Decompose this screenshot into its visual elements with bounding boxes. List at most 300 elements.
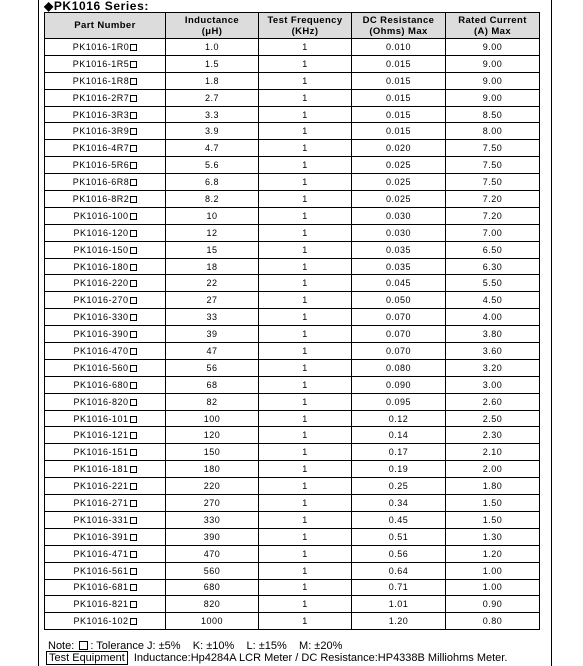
- table-cell: [259, 191, 352, 208]
- cell-value: 1: [302, 464, 308, 475]
- cell-value: 2.00: [482, 464, 503, 475]
- table-cell: [446, 511, 540, 528]
- table-cell: [446, 207, 540, 224]
- table-cell: [166, 309, 259, 326]
- column-header-line: Inductance: [184, 14, 240, 26]
- table-cell: [352, 174, 446, 191]
- table-cell: [446, 174, 540, 191]
- part-number-cell: [45, 495, 166, 512]
- table-cell: [352, 562, 446, 579]
- cell-value: 1: [302, 295, 308, 306]
- cell-value: 560: [203, 565, 221, 576]
- tolerance-box-icon: [130, 517, 137, 524]
- cell-value: 1: [302, 447, 308, 458]
- table-row: [45, 140, 540, 157]
- table-row: [45, 207, 540, 224]
- cell-value: PK1016-121: [73, 430, 129, 441]
- cell-value: PK1016-681: [73, 582, 129, 593]
- cell-value: 1.80: [482, 481, 503, 492]
- tolerance-box-icon: [130, 348, 137, 355]
- tolerance-box-icon: [130, 128, 137, 135]
- cell-value: 33: [206, 312, 218, 323]
- table-cell: [352, 207, 446, 224]
- cell-value: PK1016-150: [73, 244, 129, 255]
- table-cell: [259, 292, 352, 309]
- table-row: [45, 511, 540, 528]
- table-cell: [259, 72, 352, 89]
- cell-value: 0.025: [385, 177, 412, 188]
- tolerance-box-icon: [130, 280, 137, 287]
- cell-value: 470: [203, 548, 221, 559]
- table-cell: [166, 545, 259, 562]
- table-cell: [352, 309, 446, 326]
- table-cell: [446, 613, 540, 630]
- table-cell: [259, 326, 352, 343]
- table-cell: [352, 258, 446, 275]
- tolerance-box-icon: [130, 112, 137, 119]
- column-header: [352, 13, 446, 39]
- table-row: [45, 72, 540, 89]
- part-number-cell: [45, 309, 166, 326]
- test-equipment-label: Test Equipment: [46, 651, 128, 665]
- table-cell: [166, 461, 259, 478]
- part-number-cell: [45, 326, 166, 343]
- table-cell: [259, 376, 352, 393]
- table-row: [45, 157, 540, 174]
- table-cell: [166, 478, 259, 495]
- cell-value: 0.34: [388, 497, 409, 508]
- cell-value: 1: [302, 193, 308, 204]
- cell-value: 820: [203, 599, 221, 610]
- table-cell: [259, 495, 352, 512]
- cell-value: 0.030: [385, 227, 412, 238]
- table-cell: [166, 191, 259, 208]
- cell-value: 680: [203, 582, 221, 593]
- table-row: [45, 326, 540, 343]
- table-cell: [352, 157, 446, 174]
- cell-value: 270: [203, 497, 221, 508]
- cell-value: 1: [302, 379, 308, 390]
- table-cell: [259, 359, 352, 376]
- cell-value: 0.015: [385, 109, 412, 120]
- table-cell: [259, 157, 352, 174]
- cell-value: 2.10: [482, 447, 503, 458]
- part-number-cell: [45, 140, 166, 157]
- table-cell: [259, 343, 352, 360]
- cell-value: 0.045: [385, 278, 412, 289]
- tolerance-box-icon: [130, 196, 137, 203]
- table-cell: [166, 72, 259, 89]
- column-header: [446, 13, 540, 39]
- table-cell: [352, 106, 446, 123]
- cell-value: 7.20: [482, 210, 503, 221]
- table-cell: [166, 157, 259, 174]
- table-cell: [166, 562, 259, 579]
- cell-value: PK1016-1R8: [72, 75, 130, 86]
- table-row: [45, 39, 540, 56]
- cell-value: 0.020: [385, 143, 412, 154]
- table-cell: [259, 241, 352, 258]
- cell-value: 9.00: [482, 92, 503, 103]
- cell-value: 6.30: [482, 261, 503, 272]
- cell-value: PK1016-6R8: [72, 177, 130, 188]
- cell-value: 120: [203, 430, 221, 441]
- cell-value: 1: [302, 599, 308, 610]
- table-cell: [259, 562, 352, 579]
- cell-value: 10: [206, 210, 218, 221]
- test-equipment-line: [46, 652, 507, 664]
- column-header-unit: (KHz): [291, 25, 319, 37]
- cell-value: 1: [302, 75, 308, 86]
- cell-value: PK1016-390: [73, 329, 129, 340]
- cell-value: 1: [302, 92, 308, 103]
- column-header-unit: (A) Max: [473, 25, 512, 37]
- cell-value: 0.070: [385, 312, 412, 323]
- table-body: [45, 39, 540, 630]
- cell-value: 27: [206, 295, 218, 306]
- column-header-line: Test Frequency: [267, 14, 343, 26]
- cell-value: 0.45: [388, 514, 409, 525]
- cell-value: PK1016-100: [73, 210, 129, 221]
- tolerance-box-icon: [130, 297, 137, 304]
- cell-value: 56: [206, 362, 218, 373]
- table-cell: [446, 579, 540, 596]
- table-cell: [259, 207, 352, 224]
- cell-value: 1.20: [388, 616, 409, 627]
- tolerance-box-icon: [130, 264, 137, 271]
- table-cell: [166, 511, 259, 528]
- cell-value: PK1016-560: [73, 362, 129, 373]
- table-cell: [259, 39, 352, 56]
- part-number-cell: [45, 562, 166, 579]
- cell-value: 5.50: [482, 278, 503, 289]
- table-row: [45, 343, 540, 360]
- table-cell: [259, 106, 352, 123]
- table-cell: [352, 613, 446, 630]
- cell-value: PK1016-151: [73, 447, 129, 458]
- part-number-cell: [45, 579, 166, 596]
- table-cell: [446, 461, 540, 478]
- part-number-cell: [45, 72, 166, 89]
- page-border-right: [551, 0, 552, 666]
- tolerance-box-icon: [130, 584, 137, 591]
- part-number-cell: [45, 123, 166, 140]
- cell-value: 3.3: [204, 109, 219, 120]
- table-header-row: [45, 13, 540, 39]
- cell-value: 1: [302, 362, 308, 373]
- cell-value: 1: [302, 312, 308, 323]
- cell-value: PK1016-330: [73, 312, 129, 323]
- table-cell: [259, 275, 352, 292]
- table-cell: [166, 275, 259, 292]
- cell-value: 330: [203, 514, 221, 525]
- column-header-unit: (μH): [201, 25, 223, 37]
- table-cell: [166, 174, 259, 191]
- tolerance-box-icon: [130, 534, 137, 541]
- tolerance-box-icon: [130, 314, 137, 321]
- cell-value: 1.01: [388, 599, 409, 610]
- table-cell: [352, 461, 446, 478]
- tolerance-box-icon: [130, 551, 137, 558]
- cell-value: 2.30: [482, 430, 503, 441]
- table-row: [45, 528, 540, 545]
- part-number-cell: [45, 39, 166, 56]
- table-cell: [446, 258, 540, 275]
- spec-table: [44, 12, 540, 630]
- tolerance-box-icon: [130, 432, 137, 439]
- table-cell: [446, 376, 540, 393]
- column-header-line: DC Resistance: [362, 14, 435, 26]
- table-cell: [259, 55, 352, 72]
- table-cell: [166, 410, 259, 427]
- cell-value: 1: [302, 582, 308, 593]
- part-number-cell: [45, 258, 166, 275]
- cell-value: 7.50: [482, 177, 503, 188]
- table-cell: [352, 326, 446, 343]
- cell-value: 1: [302, 565, 308, 576]
- table-row: [45, 596, 540, 613]
- cell-value: 82: [206, 396, 218, 407]
- table-cell: [446, 478, 540, 495]
- table-row: [45, 224, 540, 241]
- page-border-left: [38, 0, 39, 666]
- table-cell: [446, 140, 540, 157]
- table-cell: [352, 545, 446, 562]
- cell-value: 1: [302, 413, 308, 424]
- part-number-cell: [45, 393, 166, 410]
- cell-value: 150: [203, 447, 221, 458]
- cell-value: 1000: [200, 616, 224, 627]
- table-row: [45, 461, 540, 478]
- tolerance-box-icon: [130, 230, 137, 237]
- cell-value: 100: [203, 413, 221, 424]
- table-cell: [352, 427, 446, 444]
- cell-value: 2.7: [204, 92, 219, 103]
- cell-value: 0.14: [388, 430, 409, 441]
- cell-value: 0.010: [385, 41, 412, 52]
- tolerance-box-icon: [130, 162, 137, 169]
- part-number-cell: [45, 207, 166, 224]
- table-cell: [259, 410, 352, 427]
- table-row: [45, 410, 540, 427]
- cell-value: PK1016-2R7: [72, 92, 130, 103]
- cell-value: 1: [302, 430, 308, 441]
- table-cell: [352, 528, 446, 545]
- table-cell: [166, 528, 259, 545]
- table-cell: [446, 191, 540, 208]
- table-cell: [166, 258, 259, 275]
- table-cell: [352, 376, 446, 393]
- cell-value: 68: [206, 379, 218, 390]
- table-row: [45, 427, 540, 444]
- table-cell: [446, 123, 540, 140]
- table-cell: [352, 511, 446, 528]
- cell-value: 0.80: [482, 616, 503, 627]
- cell-value: 180: [203, 464, 221, 475]
- cell-value: 3.20: [482, 362, 503, 373]
- cell-value: PK1016-181: [73, 464, 129, 475]
- table-row: [45, 562, 540, 579]
- table-cell: [352, 579, 446, 596]
- table-cell: [166, 376, 259, 393]
- cell-value: 2.60: [482, 396, 503, 407]
- table-cell: [446, 596, 540, 613]
- cell-value: 1.0: [204, 41, 219, 52]
- table-cell: [259, 309, 352, 326]
- table-cell: [446, 241, 540, 258]
- table-cell: [166, 444, 259, 461]
- table-cell: [259, 140, 352, 157]
- table-cell: [352, 224, 446, 241]
- cell-value: PK1016-680: [73, 379, 129, 390]
- series-title: ◆PK1016 Series:: [44, 0, 149, 13]
- table-cell: [352, 495, 446, 512]
- table-cell: [259, 613, 352, 630]
- tolerance-box-icon: [130, 365, 137, 372]
- table-row: [45, 359, 540, 376]
- part-number-cell: [45, 55, 166, 72]
- cell-value: 1: [302, 396, 308, 407]
- cell-value: 7.50: [482, 143, 503, 154]
- tolerance-box-icon: [130, 382, 137, 389]
- cell-value: PK1016-270: [73, 295, 129, 306]
- table-cell: [352, 343, 446, 360]
- cell-value: 2.50: [482, 413, 503, 424]
- part-number-cell: [45, 511, 166, 528]
- table-cell: [352, 444, 446, 461]
- cell-value: 0.035: [385, 244, 412, 255]
- cell-value: 3.00: [482, 379, 503, 390]
- table-row: [45, 89, 540, 106]
- table-row: [45, 275, 540, 292]
- cell-value: 3.60: [482, 345, 503, 356]
- part-number-cell: [45, 343, 166, 360]
- table-cell: [259, 444, 352, 461]
- tolerance-box-icon: [130, 601, 137, 608]
- part-number-cell: [45, 461, 166, 478]
- table-cell: [166, 224, 259, 241]
- column-header: [45, 13, 166, 39]
- table-row: [45, 258, 540, 275]
- column-header: [166, 13, 259, 39]
- cell-value: 0.070: [385, 345, 412, 356]
- table-row: [45, 191, 540, 208]
- cell-value: 1.30: [482, 531, 503, 542]
- table-cell: [446, 410, 540, 427]
- table-row: [45, 613, 540, 630]
- table-cell: [446, 89, 540, 106]
- table-row: [45, 579, 540, 596]
- cell-value: 0.030: [385, 210, 412, 221]
- cell-value: 1: [302, 329, 308, 340]
- part-number-cell: [45, 157, 166, 174]
- table-cell: [166, 123, 259, 140]
- tolerance-placeholder-box-icon: [79, 641, 88, 650]
- cell-value: PK1016-820: [73, 396, 129, 407]
- table-cell: [259, 511, 352, 528]
- table-cell: [446, 495, 540, 512]
- cell-value: PK1016-391: [73, 531, 129, 542]
- tolerance-box-icon: [130, 568, 137, 575]
- table-cell: [446, 309, 540, 326]
- cell-value: 0.080: [385, 362, 412, 373]
- cell-value: 1: [302, 261, 308, 272]
- cell-value: 15: [206, 244, 218, 255]
- table-cell: [166, 596, 259, 613]
- part-number-cell: [45, 596, 166, 613]
- table-cell: [446, 528, 540, 545]
- table-cell: [166, 326, 259, 343]
- table-cell: [352, 275, 446, 292]
- table-row: [45, 241, 540, 258]
- tolerance-box-icon: [130, 331, 137, 338]
- cell-value: 1: [302, 143, 308, 154]
- part-number-cell: [45, 174, 166, 191]
- cell-value: PK1016-102: [73, 616, 129, 627]
- table-cell: [259, 427, 352, 444]
- table-row: [45, 55, 540, 72]
- part-number-cell: [45, 292, 166, 309]
- table-cell: [259, 258, 352, 275]
- table-cell: [259, 596, 352, 613]
- table-cell: [352, 478, 446, 495]
- cell-value: 5.6: [204, 160, 219, 171]
- part-number-cell: [45, 478, 166, 495]
- table-cell: [352, 393, 446, 410]
- table-cell: [166, 140, 259, 157]
- cell-value: 47: [206, 345, 218, 356]
- cell-value: PK1016-3R3: [72, 109, 130, 120]
- table-row: [45, 545, 540, 562]
- cell-value: PK1016-220: [73, 278, 129, 289]
- cell-value: 9.00: [482, 58, 503, 69]
- table-cell: [446, 427, 540, 444]
- cell-value: 4.50: [482, 295, 503, 306]
- cell-value: 1: [302, 497, 308, 508]
- cell-value: 0.12: [388, 413, 409, 424]
- cell-value: 0.015: [385, 75, 412, 86]
- cell-value: 1: [302, 227, 308, 238]
- cell-value: 1: [302, 481, 308, 492]
- part-number-cell: [45, 224, 166, 241]
- cell-value: 7.20: [482, 193, 503, 204]
- table-cell: [352, 410, 446, 427]
- tolerance-box-icon: [130, 247, 137, 254]
- part-number-cell: [45, 528, 166, 545]
- table-cell: [446, 444, 540, 461]
- table-cell: [352, 191, 446, 208]
- cell-value: 1.00: [482, 582, 503, 593]
- cell-value: 8.50: [482, 109, 503, 120]
- cell-value: 18: [206, 261, 218, 272]
- part-number-cell: [45, 106, 166, 123]
- tolerance-box-icon: [130, 449, 137, 456]
- table-cell: [446, 292, 540, 309]
- cell-value: 1: [302, 278, 308, 289]
- cell-value: 0.25: [388, 481, 409, 492]
- cell-value: 9.00: [482, 75, 503, 86]
- cell-value: 7.00: [482, 227, 503, 238]
- part-number-cell: [45, 191, 166, 208]
- table-row: [45, 106, 540, 123]
- cell-value: 12: [206, 227, 218, 238]
- cell-value: 0.025: [385, 193, 412, 204]
- table-cell: [166, 89, 259, 106]
- cell-value: 0.025: [385, 160, 412, 171]
- part-number-cell: [45, 444, 166, 461]
- cell-value: 1.50: [482, 514, 503, 525]
- table-cell: [166, 427, 259, 444]
